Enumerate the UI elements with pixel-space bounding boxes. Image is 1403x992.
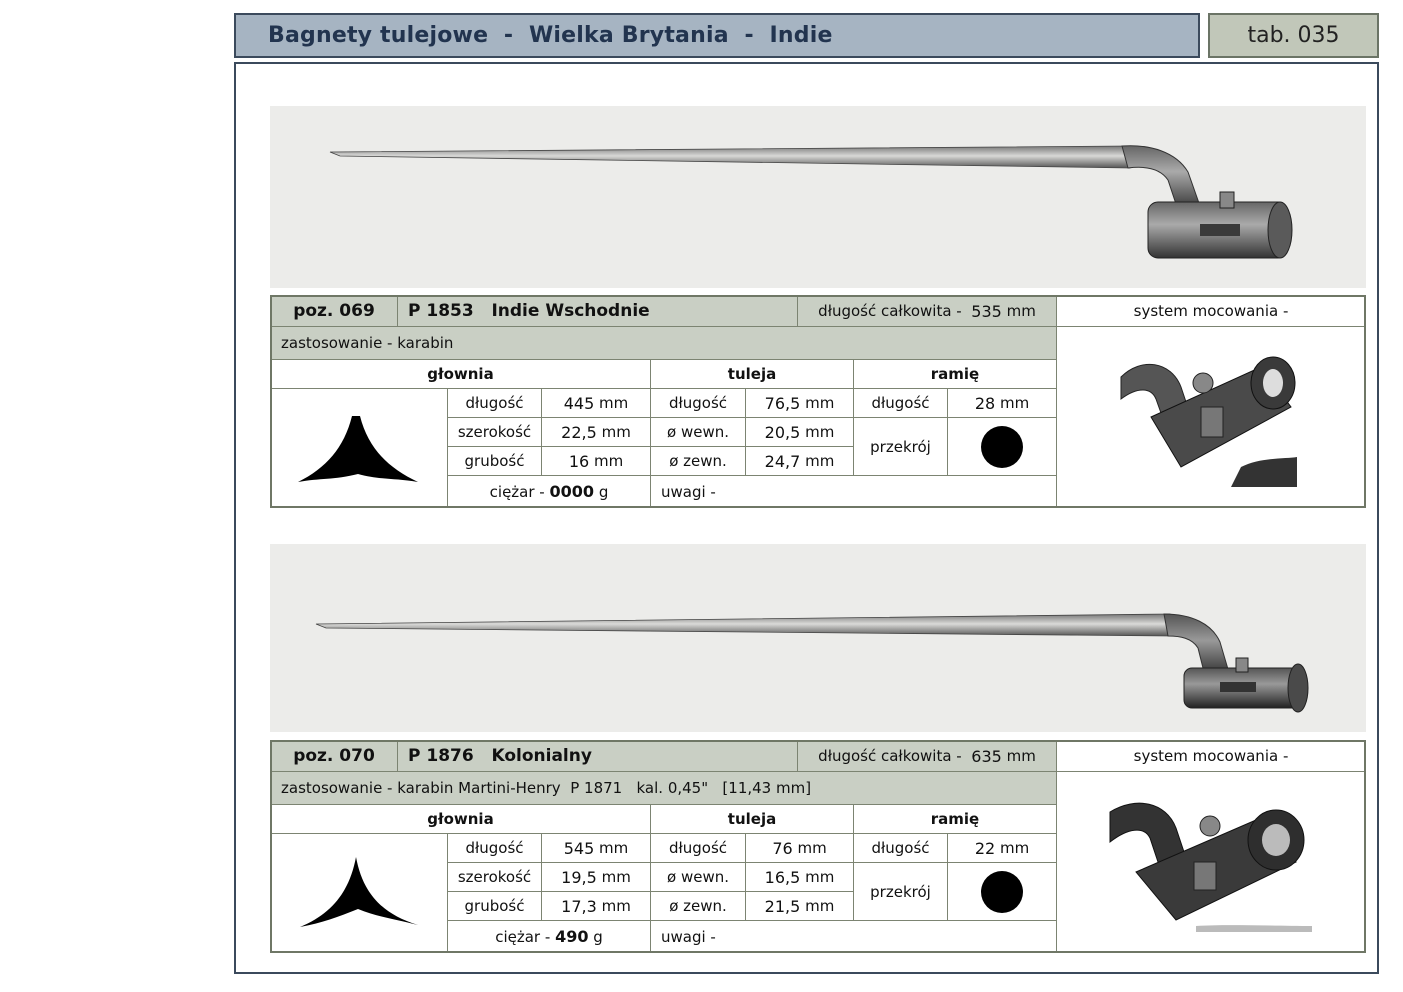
total-length xyxy=(797,295,1057,327)
bayonet-photo-069 xyxy=(270,106,1366,288)
socket-outer-value: 21,5 xyxy=(764,896,801,916)
weight-label: ciężar - xyxy=(489,482,545,501)
bayonet-card-069 xyxy=(270,295,1366,508)
weight xyxy=(447,475,651,508)
mount-system-label: system mocowania - xyxy=(1056,740,1366,772)
blade-thickness-label: grubość xyxy=(447,891,542,921)
blade-thickness-value: 16 xyxy=(568,451,590,471)
blade-thickness-unit: mm xyxy=(593,452,624,470)
arm-length-unit: mm xyxy=(999,394,1030,412)
socket-length-value: 76 xyxy=(772,838,793,858)
total-length xyxy=(797,740,1057,772)
arm-cross-section-070 xyxy=(947,862,1057,921)
socket-outer xyxy=(745,891,854,921)
blade-length xyxy=(541,388,651,418)
usage: zastosowanie - karabin Martini-Henry P 1871 kal. 0,45" [11,43 mm] xyxy=(270,771,1057,805)
page-title: Bagnety tulejowe - Wielka Brytania - Indie xyxy=(268,23,833,48)
blade-length-value: 545 xyxy=(563,838,595,858)
blade-length-unit: mm xyxy=(599,394,629,412)
arm-length-label: długość xyxy=(853,388,948,418)
arm-length xyxy=(947,388,1057,418)
socket-inner-unit: mm xyxy=(805,423,835,441)
arm-length-unit: mm xyxy=(999,839,1030,857)
blade-section-header: głownia xyxy=(270,804,651,834)
blade-width-label: szerokość xyxy=(447,417,542,447)
total-length-value: 635 xyxy=(971,746,1002,766)
notes: uwagi - xyxy=(650,920,1057,953)
socket-length-unit: mm xyxy=(805,394,835,412)
blade-thickness-value: 17,3 xyxy=(561,896,597,916)
blade-thickness-label: grubość xyxy=(447,446,542,476)
socket-outer-label: ø zewn. xyxy=(650,446,746,476)
socket-inner-label: ø wewn. xyxy=(650,417,746,447)
arm-length xyxy=(947,833,1057,863)
socket-outer xyxy=(745,446,854,476)
arm-section-header: ramię xyxy=(853,804,1057,834)
socket-outer-unit: mm xyxy=(805,452,835,470)
total-length-unit: mm xyxy=(1006,302,1036,320)
arm-section-label: przekrój xyxy=(853,417,948,476)
blade-cross-section-070 xyxy=(270,833,448,953)
arm-section-header: ramię xyxy=(853,359,1057,389)
blade-section-header: głownia xyxy=(270,359,651,389)
blade-length-value: 445 xyxy=(563,393,595,413)
socket-inner-value: 16,5 xyxy=(764,867,801,887)
weight-label: ciężar - xyxy=(495,927,551,946)
blade-length-label: długość xyxy=(447,388,542,418)
table-number: tab. 035 xyxy=(1247,23,1340,48)
weight-value: 0000 xyxy=(549,482,595,501)
page-title-bar xyxy=(234,13,1200,58)
arm-length-value: 22 xyxy=(974,838,996,858)
socket-outer-unit: mm xyxy=(805,897,835,915)
socket-outer-value: 24,7 xyxy=(764,451,801,471)
blade-width-unit: mm xyxy=(601,423,631,441)
position-number: poz. 070 xyxy=(270,740,398,772)
blade-thickness xyxy=(541,891,651,921)
socket-inner xyxy=(745,417,854,447)
position-number: poz. 069 xyxy=(270,295,398,327)
blade-width-unit: mm xyxy=(601,868,631,886)
socket-length xyxy=(745,833,854,863)
blade-thickness xyxy=(541,446,651,476)
socket-length xyxy=(745,388,854,418)
socket-length-unit: mm xyxy=(797,839,827,857)
table-number-box xyxy=(1208,13,1379,58)
blade-width xyxy=(541,417,651,447)
total-length-label: długość całkowita - xyxy=(818,302,962,320)
socket-inner-unit: mm xyxy=(805,868,835,886)
usage: zastosowanie - karabin xyxy=(270,326,1057,360)
blade-thickness-unit: mm xyxy=(601,897,631,915)
socket-length-label: długość xyxy=(650,388,746,418)
arm-length-label: długość xyxy=(853,833,948,863)
notes: uwagi - xyxy=(650,475,1057,508)
mount-photo-069 xyxy=(1056,326,1366,508)
model-name: P 1853 Indie Wschodnie xyxy=(397,295,798,327)
blade-width-value: 19,5 xyxy=(561,867,597,887)
arm-cross-section-069 xyxy=(947,417,1057,476)
weight-unit: g xyxy=(598,482,609,501)
blade-length-label: długość xyxy=(447,833,542,863)
bayonet-card-070 xyxy=(270,740,1366,953)
round-section-icon xyxy=(981,426,1023,468)
mount-photo-070 xyxy=(1056,771,1366,953)
bayonet-photo-070 xyxy=(270,544,1366,732)
socket-inner xyxy=(745,862,854,892)
model-name: P 1876 Kolonialny xyxy=(397,740,798,772)
mount-system-label: system mocowania - xyxy=(1056,295,1366,327)
arm-length-value: 28 xyxy=(974,393,996,413)
weight-unit: g xyxy=(593,927,603,946)
round-section-icon xyxy=(981,871,1023,913)
arm-section-label: przekrój xyxy=(853,862,948,921)
socket-section-header: tuleja xyxy=(650,359,854,389)
total-length-value: 535 xyxy=(971,301,1002,321)
socket-outer-label: ø zewn. xyxy=(650,891,746,921)
socket-length-label: długość xyxy=(650,833,746,863)
socket-length-value: 76,5 xyxy=(764,393,801,413)
blade-cross-section-069 xyxy=(270,388,448,508)
blade-width-label: szerokość xyxy=(447,862,542,892)
total-length-unit: mm xyxy=(1006,747,1036,765)
socket-inner-label: ø wewn. xyxy=(650,862,746,892)
blade-width xyxy=(541,862,651,892)
blade-width-value: 22,5 xyxy=(561,422,597,442)
blade-length-unit: mm xyxy=(599,839,629,857)
weight xyxy=(447,920,651,953)
weight-value: 490 xyxy=(555,927,589,946)
total-length-label: długość całkowita - xyxy=(818,747,962,765)
blade-length xyxy=(541,833,651,863)
socket-inner-value: 20,5 xyxy=(764,422,801,442)
socket-section-header: tuleja xyxy=(650,804,854,834)
